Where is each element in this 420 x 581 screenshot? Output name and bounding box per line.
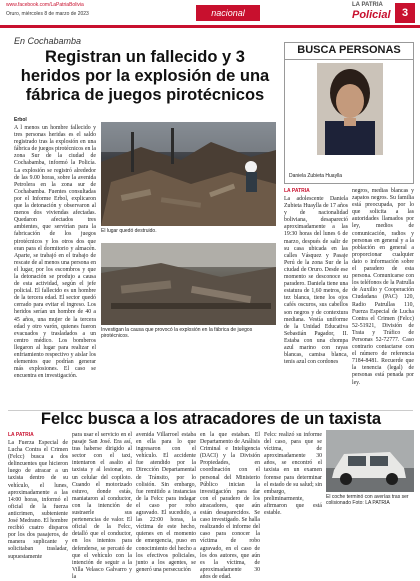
story3-column-1: [8, 440, 68, 560]
missing-person-portrait: [317, 63, 383, 155]
story1-body: A l menos un hombre fallecido y tres personas heridas es el saldo registrado tras la explosión en una fábrica de juegos pirotécnicos en la zona Sur de la ciudad de Cochabamba, informó la Policía. La explosión se registró alrededor de las 9.00 horas, sobre la avenida Petrolera en la zona sur de Cochabamba. Fuentes consultadas por el Informe Erbol, explicaron que la detonación y observaron al menos dos viviendas afectadas. Quedaron afectados tres ambientes, que servirían para la fabricación de los juegos pirotécnicos y los otros dos que eran para el dormitorio y almacén. Aparte, se trabajó en el trabajo de rescate de al menos una persona en el lugar, por los escombros y que la detonación se produjo a causa de esta actividad, según el jefe policial. El fallecido es un hombre de la tercera edad. El sector quedó cerrado para evitar el ingreso. Los heridos serían un hombre de 40 a 45 años, una mujer de la tercera edad y otro varón, quienes fueron evacuados y trasladados a un centro médico. Los bomberos llegaron al lugar para realizar el enfriamiento respectivo y aislar los elementos que podrían generar más explosiones. El caso se encuentra en investigación.: [14, 125, 96, 380]
story3-tag: LA PATRIA: [8, 432, 34, 438]
taxi-photo: [326, 430, 414, 492]
photo1-caption: El lugar quedó destruido.: [101, 228, 157, 234]
story2-tag: LA PATRIA: [284, 188, 310, 194]
website-link[interactable]: www.facebook.com/LaPatriaBolivia: [6, 2, 84, 8]
title-divider: [285, 59, 413, 60]
investigation-photo: [101, 243, 276, 325]
story3-body-2: para usar el servicio en el pasaje San José. Era así, tras haberse dirigido al sector con el taxi, intentaron el asalto al taxista y al lesionar, en un celular del copiloto. Cuando el motorizado estuvo, donde estás, maniataron al conductor, con la intención de sustraerle sus pertenencias de valor. El oficial de la Felcc, detalló que el conductor, en los intentos para defenderse, se percató de que el vehículo con la intención de seguir a la Villa Velasco Galvarro y la: [72, 432, 132, 580]
brand-name: LA PATRIA: [352, 2, 383, 8]
story1-byline: Erbol: [14, 117, 27, 123]
page-number: 3: [395, 3, 415, 23]
story3-column-4: [200, 432, 260, 580]
story3-column-5: [264, 432, 322, 527]
story1-column-1: [14, 125, 96, 410]
missing-person-box: [284, 42, 414, 184]
story3-body-1: La Fuerza Especial de Lucha Contra el Crimen (Felcc) busca a dos delincuentes que hicieron luego de atracar a un taxista dentro de su vehículo, el lunes, aproximadamente a las 14:00 horas, informó el oficial de la fuerza anticrimen, subteniente José Medrano. El hombre recibió cuatro disparos por los dos pasajeros, de manera suplicante y solicitaban trasladar, supuestamente: [8, 440, 68, 560]
story3-column-3: [136, 432, 196, 573]
page-header: [0, 0, 420, 28]
story2-column-1: [284, 196, 348, 408]
story3-column-2: [72, 432, 132, 580]
missing-person-title: BUSCA PERSONAS: [297, 44, 401, 56]
explosion-photo: [101, 122, 276, 226]
missing-person-caption: Daniela Zubieta Huaylla: [289, 173, 343, 179]
section-label: nacional: [196, 5, 260, 21]
taxi-photo-caption: El coche terminó con averías tras ser colisionado Foto: LA PATRIA: [326, 494, 409, 506]
brand-section: Policial: [352, 9, 391, 21]
story2-column-2: [352, 188, 414, 408]
publication-date: Oruro, miércoles 8 de marzo de 2023: [6, 11, 89, 17]
photo2-caption: Investigan la causa que provocó la explosión en la fábrica de juegos pirotécnicos.: [101, 327, 253, 339]
story2-body-2: negros, medias blancas y zapatos negros. Su familia está preocupada, por lo que solicita a las autoridades llamados por ley, medios de comunicación, radios y personas en general y a la población en general a proporcionar cualquier dato o información sobre el paradero de esta persona. Comunicarse con los teléfonos de la Patrulla de Auxilio y Cooperación Ciudadana (PAC) 120, Radio Patrullas 110, Fuerza Especial de Lucha Contra el Crimen (Felcc) 52-51921, División de Trata y Tráfico de Personas 52-72777. Caso contrario contactarse con el número de referencia 7184-8481. Recuerde que la tenencia (legal) de personas está penada por ley.: [352, 188, 414, 386]
story3-body-4: en la que estaban. El Departamento de Análisis Criminal e Inteligencia (DACI) y la División Propiedades, en coordinación con el personal del Ministerio Público inician la investigación para dar con el paradero de los atracadores, que aún están desaparecidos. Se caso investigado. Se halla realizando el informe del caso para conocer la víctima de robo agravado, en el caso de los dos autores, que aún es la víctima, de aproximadamente 30 años de edad.: [200, 432, 260, 580]
story1-headline: Registran un fallecido y 3 heridos por la explosión de una fábrica de juegos pirotécnicos: [20, 48, 270, 104]
story2-body-1: La adolescente Daniela Zubieta Huaylla de 17 años y de nacionalidad boliviana, desapareció aproximadamente a las 19:30 horas del lunes 6 de marzo, después de salir de su casa ubicada en las calles Vásquez y Pasaje Perú de la zona Sur de la ciudad de Oruro. Desde ese momento se desconoce su paradero. Daniela tiene una estatura de 1,60 metros, de tez blanca, tiene los ojos cafés oscuros, sus cabellos son negros y de contextura mediana. Vestía uniforme de la Unidad Educativa Sebastián Pagador, II. Estaba con una chompa azul marino con rayas blancas, camisa blanca, tenis azul con cordones: [284, 196, 348, 366]
story3-body-5: Felcc realizó su informe del caso, para que se víctima, de aproximadamente 30 años, se encontró el taxista en un examen forense para determinar el estado de su salud; sin embargo, preliminarmente, afirmaron que está estable.: [264, 432, 322, 517]
story3-headline: Felcc busca a los atracadores de un taxista: [40, 410, 382, 428]
story3-body-3: avenida Villarroel estaba en ella para lo que ingresaron con el vehículo. El accidente fue atendido por la Dirección Departamental de Tránsito, por lo colisión. Sin embargo, fue remitido a instancias de la Felcc para indagar el caso por robo agravado. El sucedido, a las 22:00 horas, la víctima de este hecho, quienes en el momento de emergencia, puso en conocimiento del hecho a los efectivos policiales, junto a los agentes, se generó una persecución: [136, 432, 196, 573]
story1-kicker: En Cochabamba: [14, 36, 82, 46]
